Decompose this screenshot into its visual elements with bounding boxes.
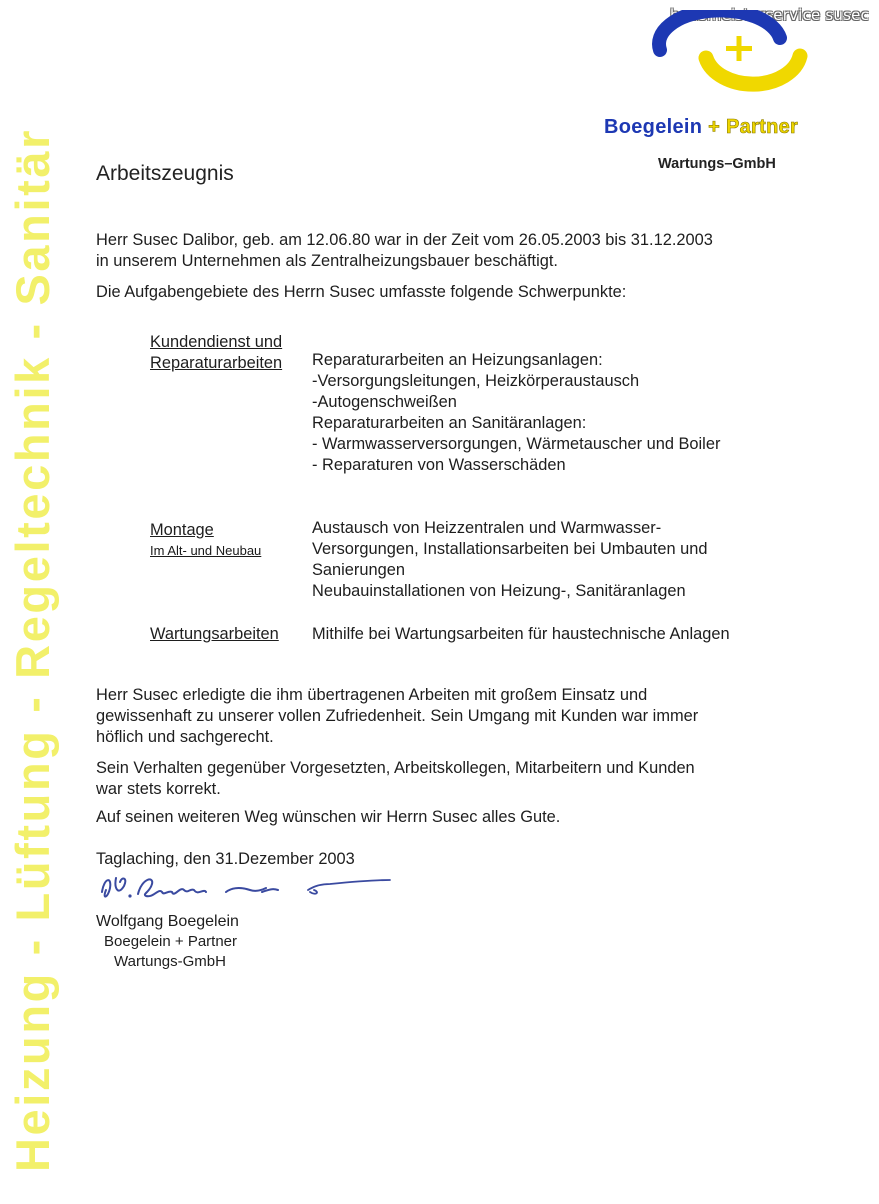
intro-line-3: Die Aufgabengebiete des Herrn Susec umfasste folgende Schwerpunkte:	[96, 283, 627, 301]
detail-line: Sanierungen	[312, 561, 405, 579]
detail-line: Reparaturarbeiten an Sanitäranlagen:	[312, 414, 587, 432]
evaluation-p3: Auf seinen weiteren Weg wünschen wir Herrn Susec alles Gute.	[96, 808, 561, 826]
detail-line: Reparaturarbeiten an Heizungsanlagen:	[312, 351, 603, 369]
signer-name: Wolfgang Boegelein	[96, 913, 239, 930]
section-montage-subheading: Im Alt- und Neubau	[150, 543, 262, 558]
section-wartung-heading: Wartungsarbeiten	[150, 625, 279, 643]
signature-stroke	[308, 880, 390, 894]
signer-block	[96, 912, 239, 972]
signer-company-form: Wartungs-GmbH	[114, 953, 226, 970]
detail-line: - Reparaturen von Wasserschäden	[312, 456, 566, 474]
detail-line: -Autogenschweißen	[312, 393, 457, 411]
section-kundendienst-heading-2: Reparaturarbeiten	[150, 354, 283, 372]
logo-yellow-arc	[706, 56, 800, 84]
detail-line: Austausch von Heizzentralen und Warmwasser-	[312, 519, 662, 537]
signature-stroke	[138, 879, 206, 896]
logo-blue-arc	[659, 10, 780, 50]
detail-line: Versorgungen, Installationsarbeiten bei Umbauten und	[312, 540, 708, 558]
brand-name	[604, 116, 798, 139]
section-kundendienst-detail	[312, 350, 720, 476]
company-form: Wartungs–GmbH	[658, 156, 776, 172]
section-montage-heading: Montage	[150, 521, 214, 539]
signer-company: Boegelein + Partner	[104, 933, 238, 950]
brand-part1: Boegelein	[604, 116, 703, 138]
signature-stroke	[226, 888, 278, 892]
side-banner: Heizung - Lüftung - Regeltechnik - Sanitär	[6, 128, 59, 1172]
evaluation-line: gewissenhaft zu unserer vollen Zufriedenheit. Sein Umgang mit Kunden war immer	[96, 707, 699, 725]
detail-line: Neubauinstallationen von Heizung-, Sanitäranlagen	[312, 582, 686, 600]
evaluation-line: Sein Verhalten gegenüber Vorgesetzten, Arbeitskollegen, Mitarbeitern und Kunden	[96, 759, 695, 777]
section-kundendienst-heading-1: Kundendienst und	[150, 333, 283, 351]
evaluation-p1	[96, 685, 698, 748]
handwritten-signature	[94, 868, 394, 908]
section-montage-detail	[312, 518, 707, 602]
intro-line-2: in unserem Unternehmen als Zentralheizungsbauer beschäftigt.	[96, 252, 558, 270]
detail-line: -Versorgungsleitungen, Heizkörperaustausch	[312, 372, 640, 390]
signature-stroke	[102, 878, 125, 897]
place-date: Taglaching, den 31.Dezember 2003	[96, 850, 355, 868]
detail-line: - Warmwasserversorgungen, Wärmetauscher und Boiler	[312, 435, 721, 453]
document-title: Arbeitszeugnis	[96, 162, 234, 185]
intro-line-1: Herr Susec Dalibor, geb. am 12.06.80 war in der Zeit vom 26.05.2003 bis 31.12.2003	[96, 231, 713, 249]
logo-plus-vertical	[737, 36, 742, 61]
evaluation-line: höflich und sachgerecht.	[96, 728, 274, 746]
section-wartung-detail: Mithilfe bei Wartungsarbeiten für haustechnische Anlagen	[312, 625, 730, 643]
evaluation-line: Herr Susec erledigte die ihm übertragenen Arbeiten mit großem Einsatz und	[96, 686, 648, 704]
watermark-text: hausmeisterservice susec	[669, 6, 869, 24]
company-logo	[640, 10, 810, 110]
signature-dot	[128, 894, 131, 897]
evaluation-p2	[96, 758, 695, 800]
evaluation-line: war stets korrekt.	[96, 780, 221, 798]
brand-part2: + Partner	[708, 116, 799, 138]
